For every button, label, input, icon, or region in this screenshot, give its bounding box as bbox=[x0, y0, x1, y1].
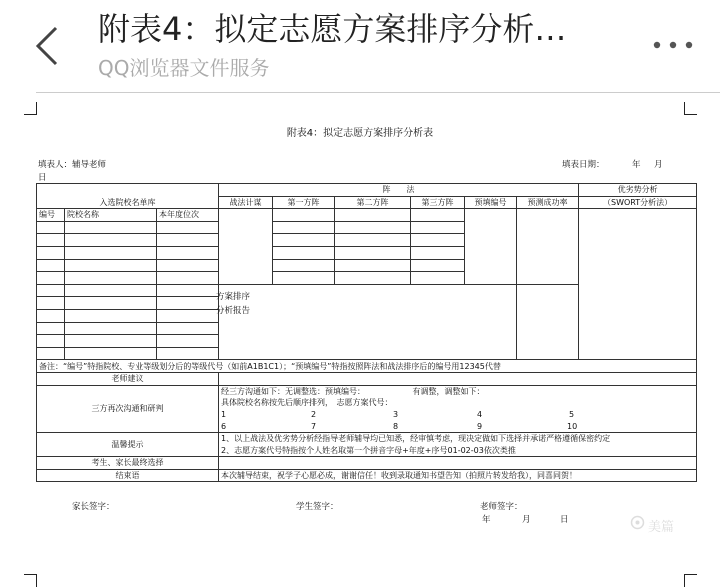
table-cell bbox=[335, 209, 411, 222]
tip-line1: 1、以上战法及优劣势分析经指导老师辅导均已知悉，经审慎考虑，现决定做如下选择并承诺严格遵循保密约定 bbox=[219, 432, 697, 444]
watermark-text: 美篇 bbox=[648, 520, 675, 535]
communication-label: 三方再次沟通和研判 bbox=[37, 385, 219, 432]
comm-numbers-2 bbox=[219, 420, 697, 432]
form-title: 附表4：拟定志愿方案排序分析表 bbox=[286, 128, 434, 139]
prefill-cell bbox=[465, 209, 517, 285]
filler-continuation: 日 bbox=[38, 173, 47, 183]
app-header bbox=[0, 0, 720, 92]
date-month: 月 bbox=[654, 160, 663, 170]
number-7: 7 bbox=[311, 421, 317, 431]
header-second: 第二方阵 bbox=[335, 196, 411, 209]
date-label: 填表日期： bbox=[562, 160, 605, 170]
closing-text: 本次辅导结束，祝学子心愿必成，谢谢信任！收到录取通知书望告知（拍照片转发给我），同喜同贺！ bbox=[219, 469, 697, 482]
more-horizontal-icon[interactable] bbox=[652, 38, 694, 52]
sign-day: 日 bbox=[560, 515, 569, 525]
crop-mark bbox=[684, 102, 697, 115]
header-prefill: 预填编号 bbox=[465, 196, 517, 209]
parent-signature: 家长签字： bbox=[72, 502, 115, 512]
header-third: 第三方阵 bbox=[411, 196, 465, 209]
filler-label: 填表人：辅导老师 bbox=[38, 160, 107, 170]
comm-line1a: 经三方沟通如下：无调整选：预填编号： bbox=[219, 385, 411, 397]
report-area bbox=[219, 284, 517, 360]
student-signature: 学生签字： bbox=[296, 502, 339, 512]
table-cell bbox=[273, 209, 335, 222]
number-9: 9 bbox=[477, 421, 483, 431]
document-page[interactable] bbox=[0, 92, 720, 588]
service-subtitle: QQ浏览器文件服务 bbox=[98, 56, 270, 80]
crop-mark bbox=[684, 574, 697, 587]
number-5: 5 bbox=[569, 409, 575, 419]
page-top-rule bbox=[36, 92, 720, 93]
crop-mark bbox=[24, 574, 37, 587]
comm-numbers-1 bbox=[219, 409, 697, 421]
sign-year: 年 bbox=[482, 515, 491, 525]
strategy-cell bbox=[219, 209, 273, 285]
teacher-advice-label: 老师建议 bbox=[37, 372, 219, 385]
header-first: 第一方阵 bbox=[273, 196, 335, 209]
tip-line2: 2、志愿方案代号特指按个人姓名取第一个拼音字母+年度+序号01-02-03依次类推 bbox=[219, 444, 697, 456]
number-2: 2 bbox=[311, 409, 317, 419]
closing-label: 结束语 bbox=[37, 469, 219, 482]
number-3: 3 bbox=[393, 409, 399, 419]
number-8: 8 bbox=[393, 421, 399, 431]
final-choice-value bbox=[219, 457, 697, 470]
comm-line1b: 有调整，调整如下： bbox=[411, 385, 697, 397]
header-swot-method: （SWORT分析法） bbox=[579, 196, 697, 209]
header-swot: 优劣势分析 bbox=[579, 184, 697, 197]
header-rank: 阵 法 bbox=[219, 184, 579, 197]
analysis-table bbox=[36, 183, 697, 482]
tip-label: 温馨提示 bbox=[37, 432, 219, 456]
comm-line2a: 具体院校名称按先后顺序排列， bbox=[219, 397, 335, 409]
header-pool: 入选院校名单库 bbox=[37, 184, 219, 209]
number-10: 10 bbox=[567, 421, 578, 431]
col-no: 编号 bbox=[37, 209, 65, 222]
chevron-left-icon[interactable] bbox=[30, 24, 66, 68]
date-year: 年 bbox=[632, 160, 641, 170]
teacher-advice-value bbox=[219, 372, 697, 385]
teacher-signature: 老师签字： bbox=[480, 502, 523, 512]
table-note: 备注：“编号”特指院校、专业等级划分后的等级代号（如前A1B1C1）；“预填编号”特指按照阵法和战法排序后的编号用12345代替 bbox=[37, 360, 697, 373]
predict-cell bbox=[517, 209, 579, 285]
sign-month: 月 bbox=[522, 515, 531, 525]
header-strategy: 战法计谋 bbox=[219, 196, 273, 209]
report-label-2: 分析报告 bbox=[216, 306, 251, 316]
col-pos: 本年度位次 bbox=[157, 209, 219, 222]
report-label-1: 方案排序 bbox=[216, 292, 251, 302]
number-4: 4 bbox=[477, 409, 483, 419]
number-6: 6 bbox=[221, 421, 227, 431]
comm-line2b: 志愿方案代号： bbox=[335, 397, 697, 409]
swot-cell bbox=[579, 209, 697, 360]
col-name: 院校名称 bbox=[65, 209, 157, 222]
document-title: 附表4：拟定志愿方案排序分析… bbox=[98, 10, 567, 48]
header-predict: 预测成功率 bbox=[517, 196, 579, 209]
number-1: 1 bbox=[221, 409, 227, 419]
table-cell bbox=[411, 209, 465, 222]
watermark-logo-icon bbox=[630, 515, 645, 530]
crop-mark bbox=[24, 102, 37, 115]
final-choice-label: 考生、家长最终选择 bbox=[37, 457, 219, 470]
